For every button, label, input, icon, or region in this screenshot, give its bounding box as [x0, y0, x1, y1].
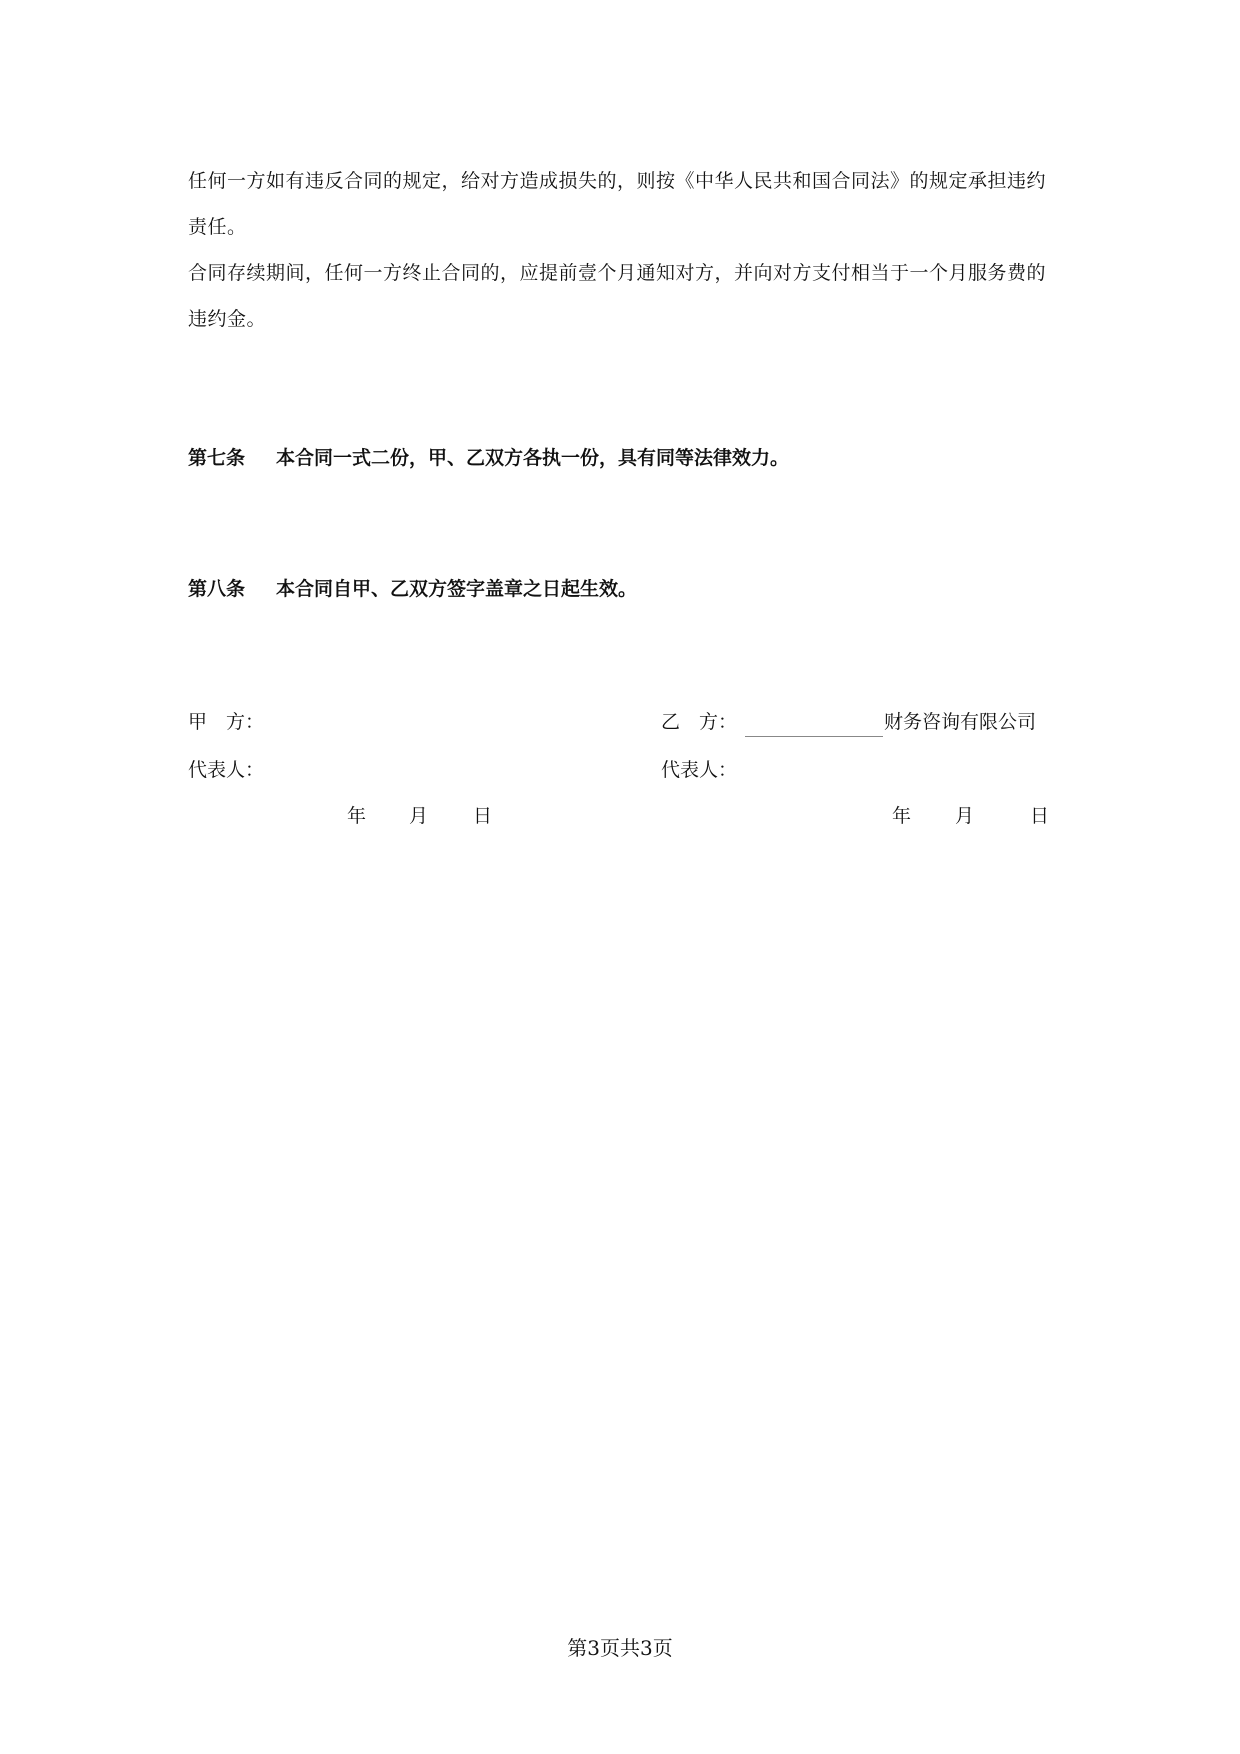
party-a-representative-label: 代表人：: [188, 759, 265, 781]
party-b-date-month: 月: [955, 805, 975, 827]
party-b-date-day: 日: [1030, 805, 1050, 827]
party-b-representative-label: 代表人：: [661, 759, 738, 781]
article-7: [188, 443, 1088, 473]
paragraph-breach-liability: 任何一方如有违反合同的规定，给对方造成损失的，则按《中华人民共和国合同法》的规定承担违约责任。: [188, 170, 1047, 238]
page-number-footer: 第3页共3页: [567, 1636, 673, 1660]
article-7-number: 第七条: [188, 447, 246, 469]
article-8: [188, 574, 1088, 604]
article-7-text: 本合同一式二份，甲、乙双方各执一份，具有同等法律效力。: [276, 447, 790, 469]
paragraph-termination: 合同存续期间，任何一方终止合同的，应提前壹个月通知对方，并向对方支付相当于一个月服务费的违约金。: [188, 262, 1047, 330]
party-a-date-month: 月: [409, 805, 429, 827]
party-a-date-day: 日: [473, 805, 493, 827]
article-8-number: 第八条: [188, 578, 246, 600]
article-8-text: 本合同自甲、乙双方签字盖章之日起生效。: [276, 578, 638, 600]
party-b-label: 乙 方：: [661, 711, 738, 733]
party-b-date-year: 年: [892, 805, 912, 827]
party-b-name-blank-line: [745, 722, 883, 737]
party-a-label: 甲 方：: [188, 711, 265, 733]
party-b-company-suffix: 财务咨询有限公司: [884, 711, 1037, 733]
party-a-date-year: 年: [347, 805, 367, 827]
